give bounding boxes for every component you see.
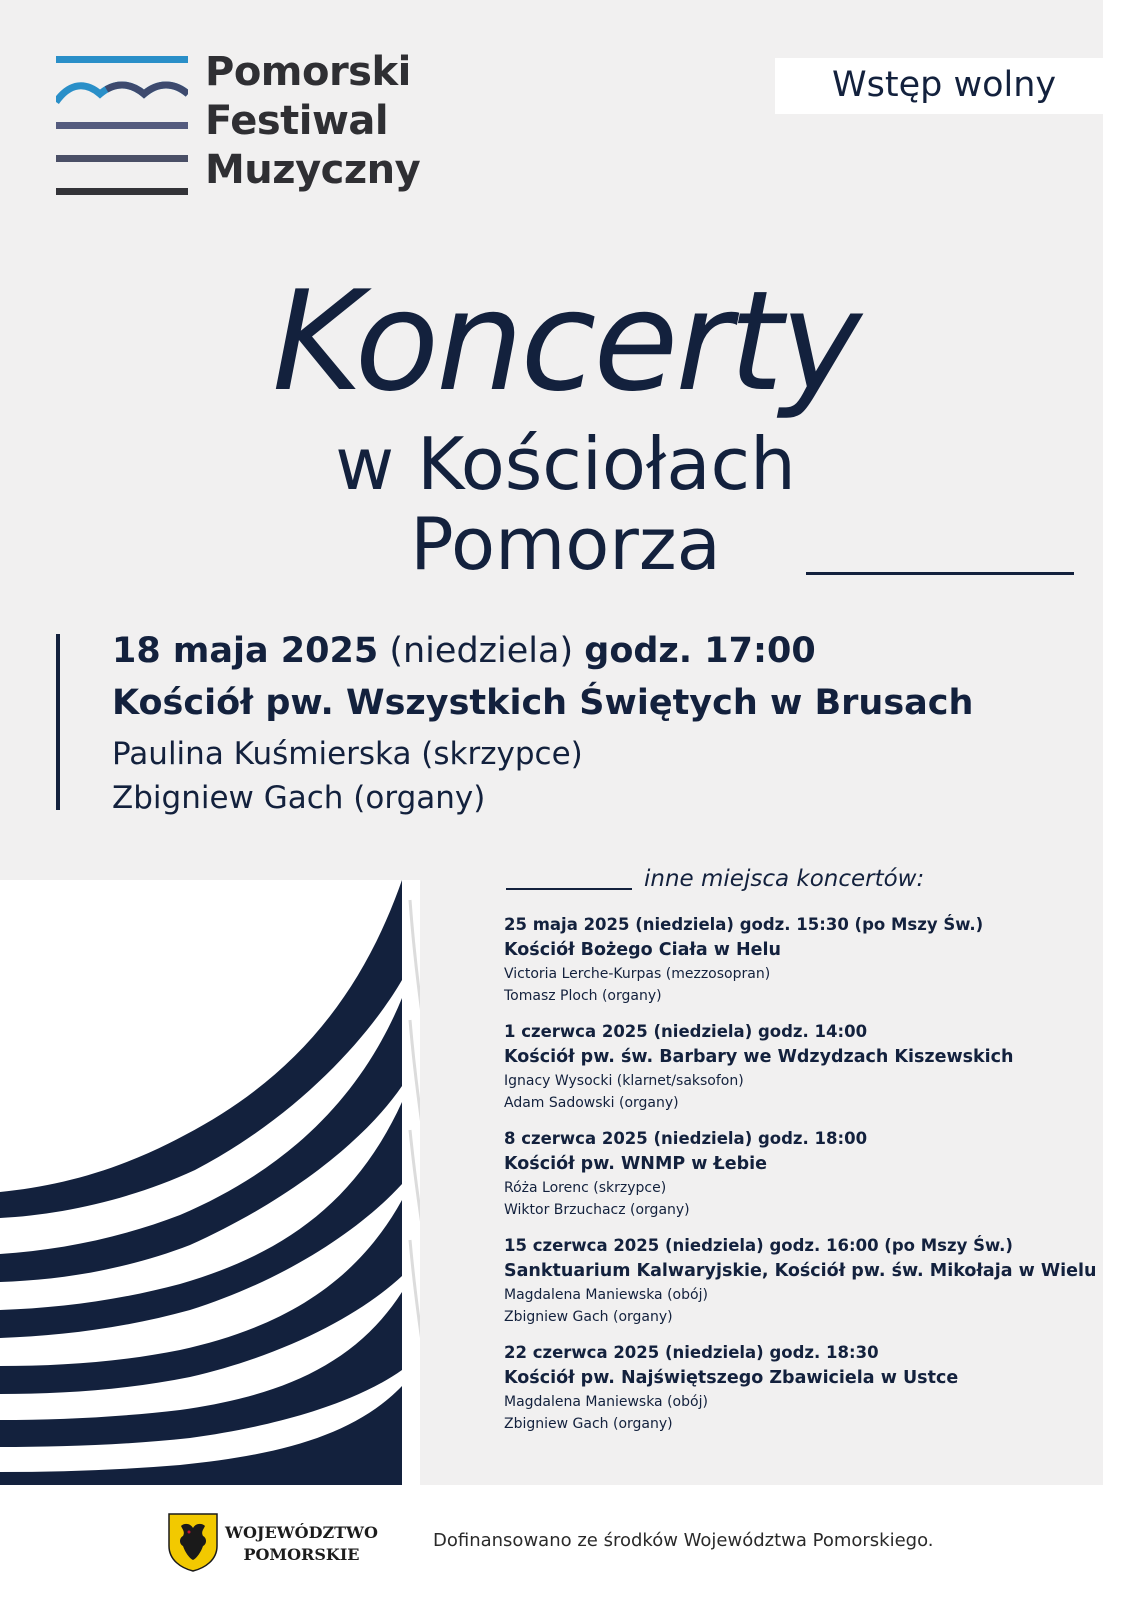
subtitle-line: Pomorza (410, 502, 721, 586)
poster-subtitle (0, 424, 1131, 584)
pomorskie-crest-icon (167, 1512, 219, 1572)
event-date: 1 czerwca 2025 (niedziela) godz. 14:00 (504, 1022, 868, 1041)
event-date: 22 czerwca 2025 (niedziela) godz. 18:30 (504, 1343, 879, 1362)
poster-title: Koncerty (272, 261, 859, 422)
main-event (112, 628, 973, 820)
event-church: Kościół pw. Najświętszego Zbawiciela w Ustce (504, 1368, 959, 1388)
event-church: Sanktuarium Kalwaryjskie, Kościół pw. św. Mikołaja w Wielu (504, 1261, 1097, 1281)
main-event-weekday: (niedziela) (389, 631, 574, 671)
main-event-accent-bar (56, 634, 60, 810)
main-event-datetime (112, 628, 973, 674)
event-performer: Ignacy Wysocki (klarnet/saksofon) (504, 1073, 744, 1089)
event-performer: Tomasz Ploch (organy) (504, 988, 662, 1004)
event-item (504, 1019, 1094, 1114)
main-event-venue: Kościół pw. Wszystkich Świętych w Brusach (112, 683, 974, 723)
event-item (504, 912, 1094, 1007)
event-performer: Magdalena Maniewska (obój) (504, 1287, 708, 1303)
festival-logo-icon (56, 54, 188, 204)
main-event-performer: Zbigniew Gach (organy) (112, 780, 486, 816)
festival-name-line: Muzyczny (205, 147, 421, 193)
event-performer: Victoria Lerche-Kurpas (mezzosopran) (504, 966, 771, 982)
funding-note: Dofinansowano ze środków Województwa Pomorskiego. (433, 1530, 934, 1551)
event-performer: Wiktor Brzuchacz (organy) (504, 1202, 690, 1218)
event-performer: Adam Sadowski (organy) (504, 1095, 679, 1111)
main-event-performer: Paulina Kuśmierska (skrzypce) (112, 736, 583, 772)
other-heading-divider (506, 888, 632, 890)
festival-name-line: Festiwal (205, 98, 389, 144)
region-name-line: WOJEWÓDZTWO (225, 1523, 378, 1542)
subtitle-line: w Kościołach (335, 422, 796, 506)
admission-label: Wstęp wolny (832, 65, 1057, 105)
region-name-line: POMORSKIE (243, 1545, 360, 1564)
event-item (504, 1233, 1097, 1328)
wave-stripes-graphic (0, 880, 420, 1485)
region-name (225, 1522, 378, 1566)
event-date: 15 czerwca 2025 (niedziela) godz. 16:00 (po Mszy Św.) (504, 1236, 1013, 1255)
main-event-date: 18 maja 2025 (112, 631, 379, 671)
festival-name (205, 48, 420, 195)
other-concerts-heading: inne miejsca koncertów: (644, 866, 925, 892)
event-item (504, 1126, 1094, 1221)
festival-name-line: Pomorski (205, 49, 411, 95)
event-item (504, 1340, 1094, 1435)
event-date: 8 czerwca 2025 (niedziela) godz. 18:00 (504, 1129, 868, 1148)
title-divider (806, 572, 1074, 575)
admission-badge (775, 58, 1103, 114)
event-performer: Zbigniew Gach (organy) (504, 1416, 673, 1432)
event-date: 25 maja 2025 (niedziela) godz. 15:30 (po Mszy Św.) (504, 915, 984, 934)
event-performer: Magdalena Maniewska (obój) (504, 1394, 708, 1410)
event-performer: Róża Lorenc (skrzypce) (504, 1180, 667, 1196)
event-church: Kościół pw. św. Barbary we Wdzydzach Kiszewskich (504, 1047, 1014, 1067)
event-church: Kościół Bożego Ciała w Helu (504, 940, 782, 960)
event-church: Kościół pw. WNMP w Łebie (504, 1154, 768, 1174)
main-event-time: godz. 17:00 (584, 631, 816, 671)
event-list (504, 912, 1097, 1447)
event-performer: Zbigniew Gach (organy) (504, 1309, 673, 1325)
